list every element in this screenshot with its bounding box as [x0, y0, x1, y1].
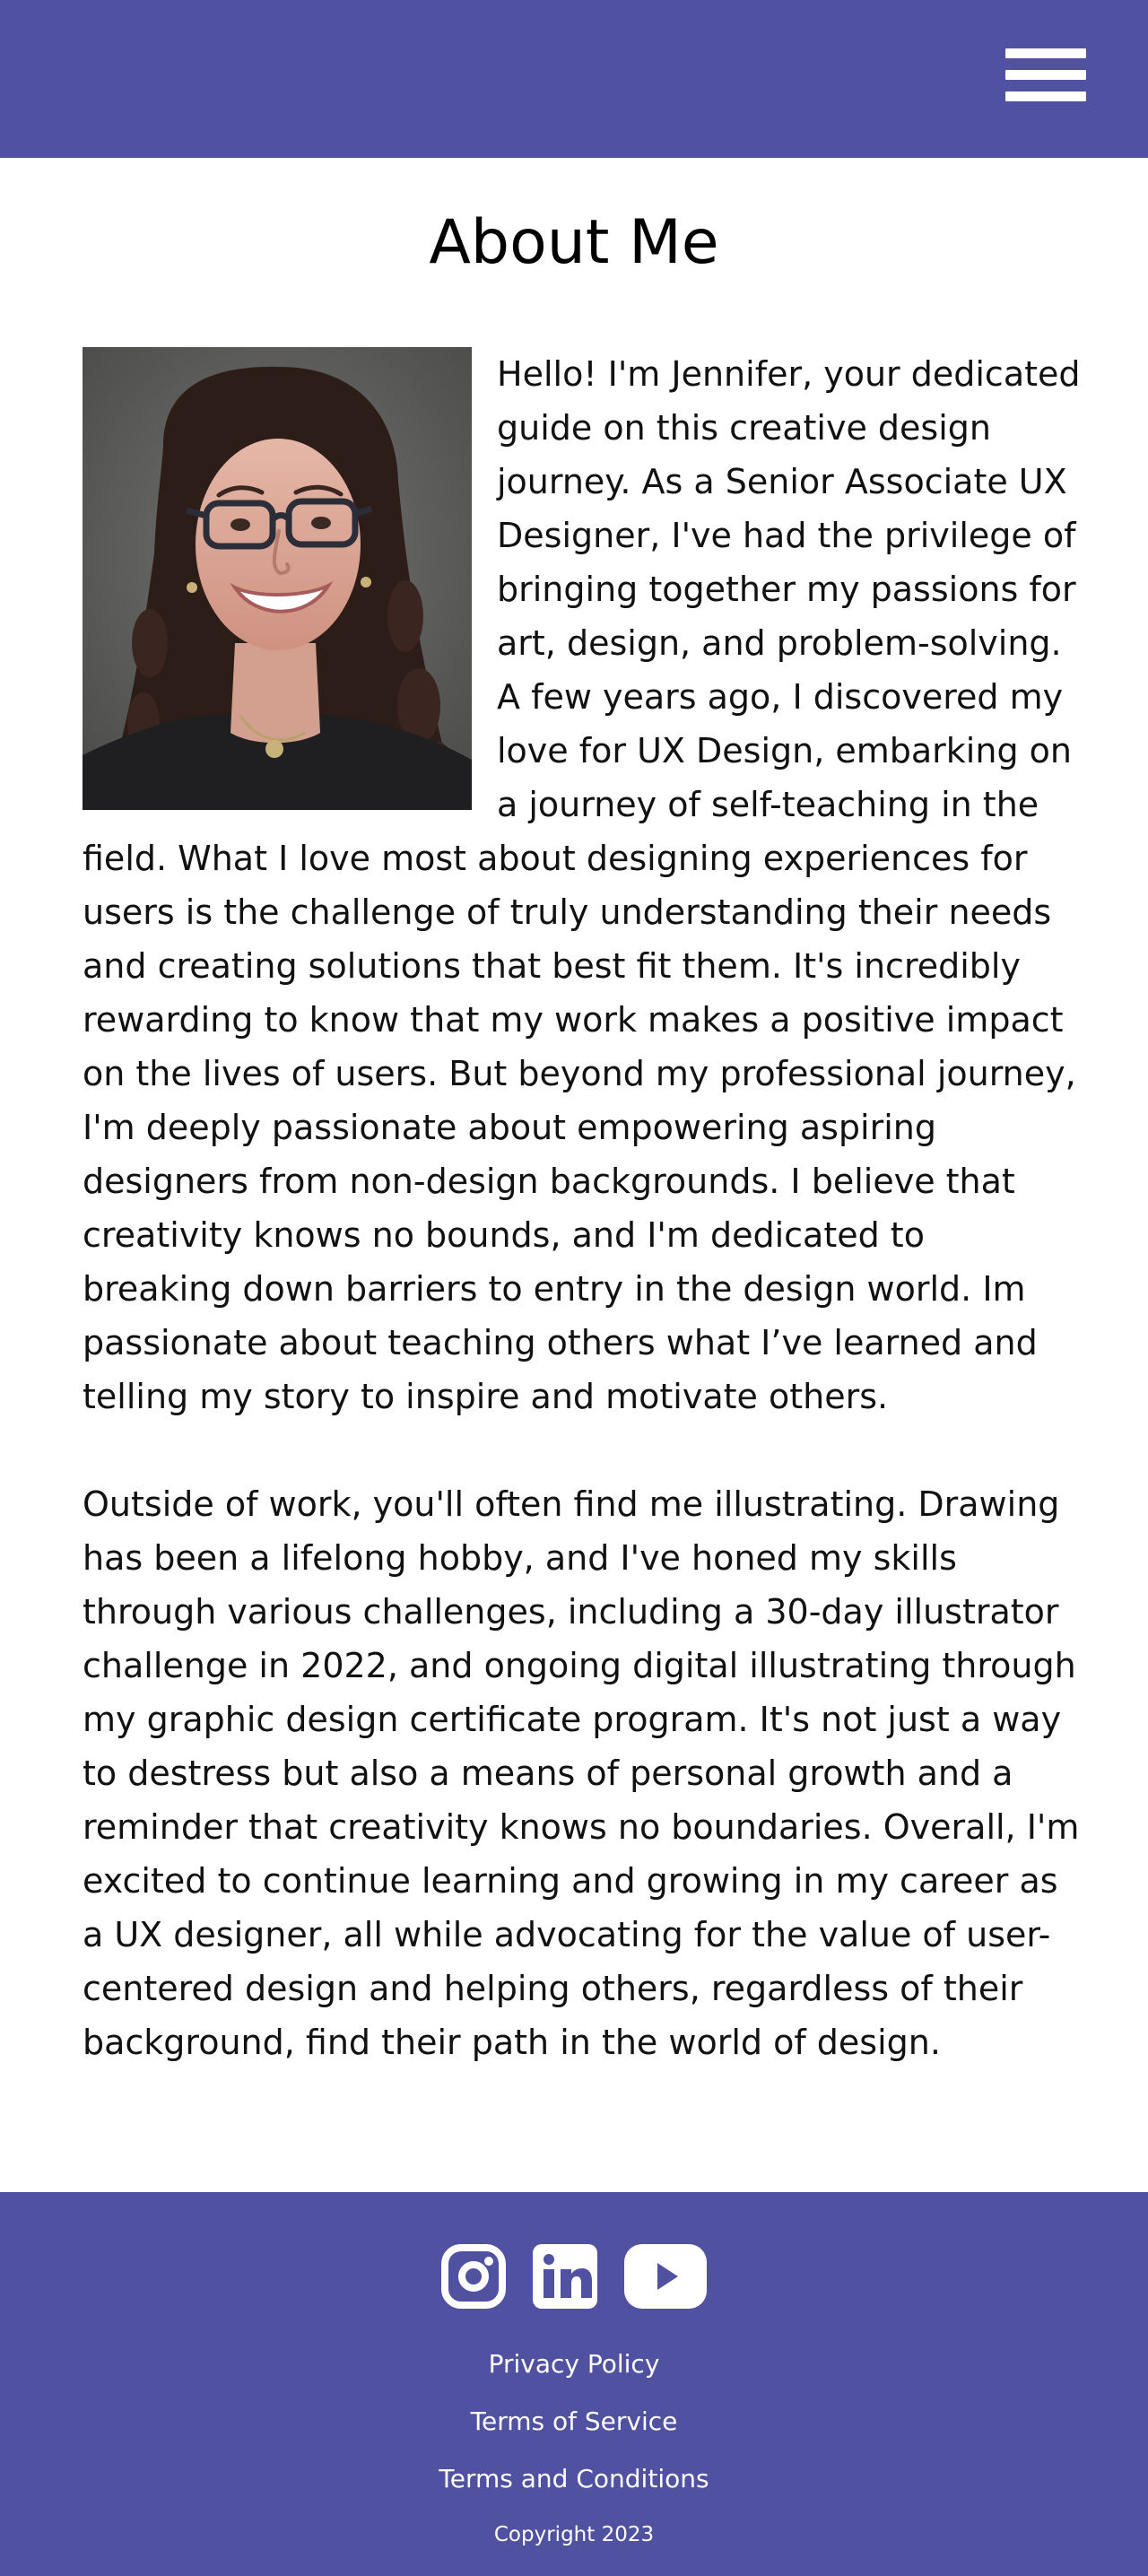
menu-button[interactable]	[996, 39, 1085, 120]
site-footer	[0, 2192, 1148, 2576]
linkedin-icon[interactable]	[533, 2244, 597, 2309]
menu-line-middle	[1005, 70, 1086, 80]
linkedin-link[interactable]	[533, 2244, 597, 2309]
privacy-policy-link[interactable]: Privacy Policy	[488, 2349, 660, 2379]
social-links	[0, 2242, 1148, 2311]
site-header	[0, 0, 1148, 158]
terms-and-conditions-link[interactable]: Terms and Conditions	[439, 2464, 709, 2493]
about-content	[83, 347, 1083, 2069]
portrait-illustration	[83, 347, 472, 810]
instagram-link[interactable]	[441, 2244, 506, 2309]
menu-line-top	[1005, 48, 1086, 58]
profile-photo	[83, 347, 472, 810]
about-paragraph-2: Outside of work, you'll often find me illustrating. Drawing has been a lifelong hobby, and I've honed my skills through various challenges, including a 30-day illustrator challenge in 2022, and ongoing digital illustrating through my graphic design certificate program. It's not just a way to destress but also a means of personal growth and a reminder that creativity knows no boundaries. Overall, I'm excited to continue learning and growing in my career as a UX designer, all while advocating for the value of user-centered design and helping others, regardless of their background, find their path in the world of design.	[83, 1484, 1080, 2062]
menu-line-bottom	[1005, 91, 1086, 101]
terms-of-service-link[interactable]: Terms of Service	[470, 2406, 678, 2436]
instagram-icon[interactable]	[441, 2244, 506, 2309]
about-paragraph-1: Hello! I'm Jennifer, your dedicated guide on this creative design journey. As a Senior Associate UX Designer, I've had the privilege of bringing together my passions for art, design, and problem-solving. A few years ago, I discovered my love for UX Design, embarking on a journey of self-teaching in the field. What I love most about designing experiences for users is the challenge of truly understanding their needs and creating solutions that best fit them. It's incredibly rewarding to know that my work makes a positive impact on the lives of users. But beyond my professional journey, I'm deeply passionate about empowering aspiring designers from non-design backgrounds. I believe that creativity knows no bounds, and I'm dedicated to breaking down barriers to entry in the design world. Im passionate about teaching others what I’ve learned and telling my story to inspire and motivate others.	[83, 354, 1081, 1416]
youtube-link[interactable]	[624, 2244, 707, 2309]
youtube-icon[interactable]	[624, 2244, 707, 2309]
about-section	[0, 158, 1148, 2192]
page-title: About Me	[429, 207, 719, 278]
copyright-text: Copyright 2023	[493, 2523, 655, 2546]
